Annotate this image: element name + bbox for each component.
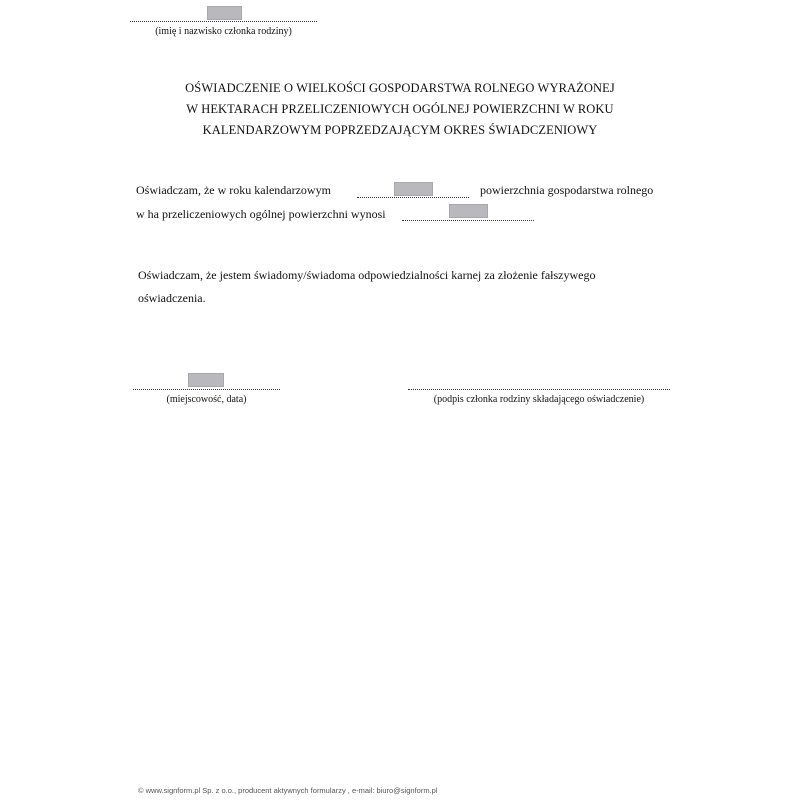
place-date-field[interactable]: [188, 373, 224, 387]
year-field[interactable]: [394, 182, 433, 196]
document-title: [100, 78, 700, 141]
place-date-caption: (miejscowość, data): [166, 394, 247, 405]
name-caption: (imię i nazwisko członka rodziny): [155, 26, 292, 37]
name-dotted-line: [130, 21, 317, 22]
signature-dotted-line: [408, 389, 670, 390]
name-field[interactable]: [207, 6, 242, 20]
title-line-1: OŚWIADCZENIE O WIELKOŚCI GOSPODARSTWA ROLNEGO WYRAŻONEJ: [185, 81, 615, 95]
statement1-part1: Oświadczam, że w roku kalendarzowym: [136, 183, 331, 197]
statement2-line2: oświadczenia.: [138, 291, 206, 305]
statement2-line1: Oświadczam, że jestem świadomy/świadoma odpowiedzialności karnej za złożenie fałszywego: [138, 268, 596, 282]
title-line-2: W HEKTARACH PRZELICZENIOWYCH OGÓLNEJ POWIERZCHNI W ROKU: [186, 102, 614, 116]
place-date-dotted-line: [133, 389, 280, 390]
statement1-part3: w ha przeliczeniowych ogólnej powierzchni wynosi: [136, 207, 386, 221]
statement1-part2: powierzchnia gospodarstwa rolnego: [480, 183, 654, 197]
area-field[interactable]: [449, 204, 488, 218]
signature-caption: (podpis członka rodziny składającego oświadczenie): [433, 394, 645, 405]
title-line-3: KALENDARZOWYM POPRZEDZAJĄCYM OKRES ŚWIADCZENIOWY: [202, 123, 598, 137]
year-dotted-line: [357, 197, 469, 198]
footer-copyright: © www.signform.pl Sp. z o.o., producent aktywnych formularzy , e-mail: biuro@signform.pl: [138, 786, 438, 795]
area-dotted-line: [402, 220, 534, 221]
